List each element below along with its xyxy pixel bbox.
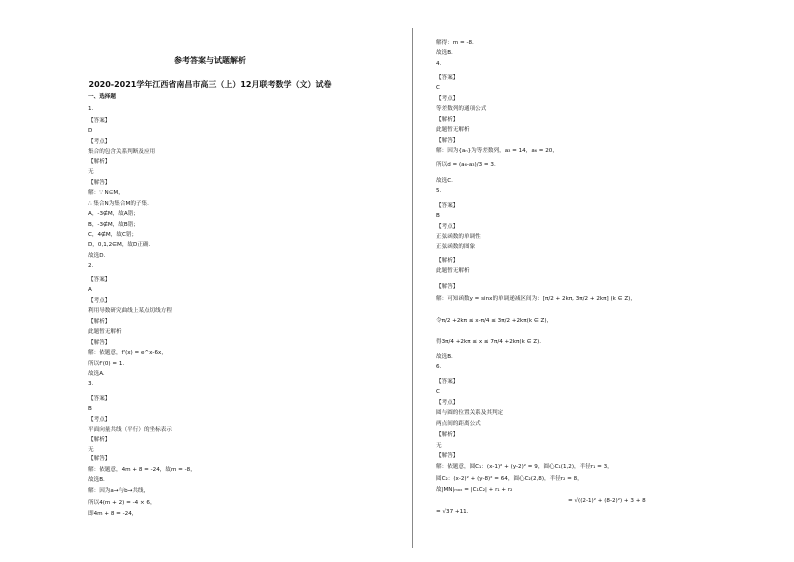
analysis-text: 此题暂无解析 [436,127,470,133]
solution-line: 解得：m = -8. [436,40,474,46]
analysis-label: 【解析】 [88,159,111,165]
solution-line: 圆C₂：(x-2)² + (y-8)² = 64，圆心C₂(2,8)，半径r₂ = 8， [436,476,583,482]
analysis-text: 无 [88,169,94,175]
answer-label: 【答案】 [88,118,111,124]
solution-line: 解：依题意，圆C₁：(x-1)² + (y-2)² = 9，圆心C₁(1,2)，半径r₁ = 3， [436,464,613,470]
answer-label: 【答案】 [436,379,459,385]
solution-line: 故选B. [436,354,453,360]
section-heading: 一、选择题 [88,94,116,100]
topic-text: 利用导数研究曲线上某点切线方程 [88,308,172,314]
question-number: 3. [88,381,94,387]
topic-text: 集合的包含关系判断及应用 [88,149,156,155]
solution-line: = √37 +11. [436,509,469,515]
solution-label: 【解答】 [436,284,459,290]
solution-line: D，0,1,2∈M，故D正确. [88,242,151,248]
topic-label: 【考点】 [88,298,111,304]
analysis-label: 【解析】 [436,117,459,123]
solution-line: 解：因为a→与b→共线， [88,488,150,494]
question-number: 1. [88,106,94,112]
solution-line: = √((2-1)² + (8-2)²) + 3 + 8 [568,498,646,504]
solution-line: ∴ 集合N为集合M的子集. [88,201,149,207]
solution-line: 令π/2 +2kπ ≤ x-π/4 ≤ 3π/2 +2kπ(k ∈ Z)， [436,318,553,324]
solution-line: 所以f'(0) = 1. [88,361,125,367]
topic-label: 【考点】 [436,400,459,406]
analysis-text: 此题暂无解析 [436,268,470,274]
topic-label: 【考点】 [88,139,111,145]
topic-text: 平面向量共线（平行）的坐标表示 [88,427,172,433]
analysis-label: 【解析】 [436,258,459,264]
solution-label: 【解答】 [88,180,111,186]
solution-line: 解：因为{aₙ}为等差数列，a₃ = 14，a₆ = 20， [436,148,558,154]
solution-line: C，4∉M，故C错； [88,232,138,238]
question-number: 5. [436,188,442,194]
topic-label: 【考点】 [88,417,111,423]
answer-value: A [88,287,92,293]
document-title: 参考答案与试题解析 [174,56,246,65]
answer-value: D [88,128,93,134]
answer-label: 【答案】 [88,396,111,402]
solution-label: 【解答】 [436,138,459,144]
solution-line: 故|MN|ₘₐₓ = |C₁C₂| + r₁ + r₂ [436,487,513,493]
answer-value: C [436,389,440,395]
solution-line: 所以4(m + 2) = -4 × 6， [88,500,156,506]
solution-line: 所以d = (a₆-a₃)/3 = 3. [436,162,496,168]
solution-line: B，-3∉M，故B错； [88,222,139,228]
solution-line: 故选B. [436,50,453,56]
solution-line: 故选D. [88,253,106,259]
solution-line: 得3π/4 +2kπ ≤ x ≤ 7π/4 +2kπ(k ∈ Z). [436,339,542,345]
question-number: 2. [88,263,94,269]
solution-line: 解：∵ N⊆M， [88,190,124,196]
solution-line: 故选C. [436,178,453,184]
topic-text: 两点间的距离公式 [436,421,481,427]
solution-line: 解：可知函数y = sinx的单调递减区间为：[π/2 + 2kπ, 3π/2 + 2kπ] (k ∈ Z)， [436,296,636,302]
analysis-label: 【解析】 [88,437,111,443]
topic-text: 正弦函数的单调性 [436,234,481,240]
solution-line: A，-3∉M，故A错； [88,211,139,217]
analysis-text: 无 [88,447,94,453]
solution-line: 故选A. [88,371,105,377]
solution-line: 即4m + 8 = -24， [88,511,138,517]
answer-value: B [88,406,92,412]
analysis-label: 【解析】 [436,432,459,438]
answer-label: 【答案】 [436,75,459,81]
topic-label: 【考点】 [436,96,459,102]
answer-label: 【答案】 [436,203,459,209]
question-number: 4. [436,61,442,67]
exam-subtitle: 2020-2021学年江西省南昌市高三（上）12月联考数学（文）试卷 [88,80,332,89]
analysis-text: 此题暂无解析 [88,329,122,335]
answer-value: C [436,85,440,91]
topic-text: 圆与圆的位置关系及其判定 [436,410,504,416]
question-number: 6. [436,364,442,370]
topic-text: 等差数列的通项公式 [436,106,487,112]
solution-label: 【解答】 [88,340,111,346]
answer-label: 【答案】 [88,277,111,283]
analysis-label: 【解析】 [88,319,111,325]
answer-value: B [436,213,440,219]
solution-label: 【解答】 [88,456,111,462]
solution-line: 解：依题意，4m + 8 = -24，故m = -8， [88,467,196,473]
solution-line: 故选B. [88,477,105,483]
analysis-text: 无 [436,443,442,449]
solution-line: 解：依题意，f'(x) = e^x-6x， [88,350,167,356]
column-divider [412,28,413,548]
topic-label: 【考点】 [436,224,459,230]
solution-label: 【解答】 [436,453,459,459]
topic-text: 正弦函数的图象 [436,244,476,250]
